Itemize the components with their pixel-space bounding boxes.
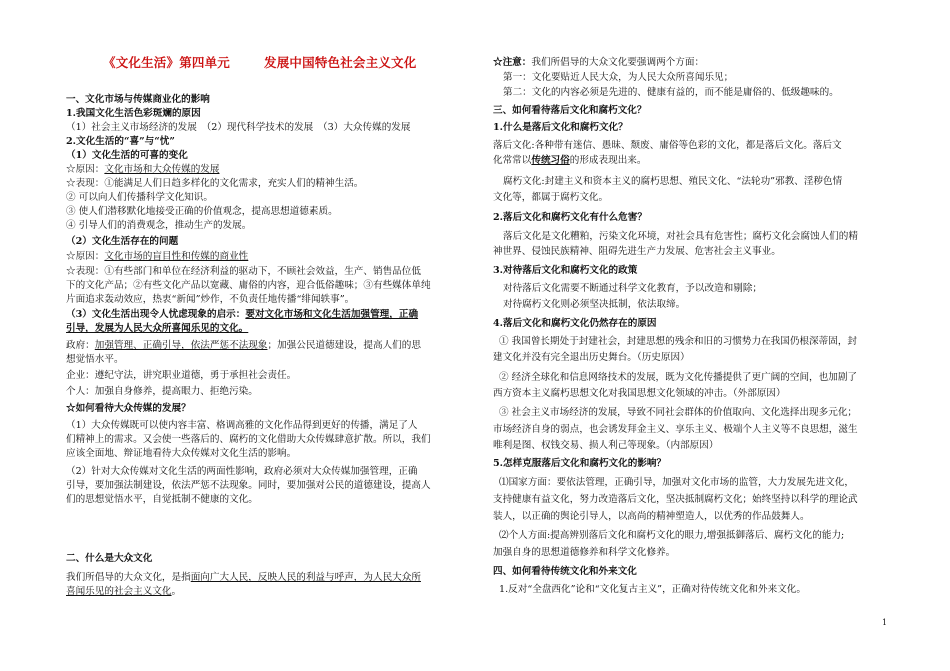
title-part1: 《文化生活》第四单元 xyxy=(103,55,231,70)
q2-line2: 神世界、侵蚀民族精神、阻碍先进生产力发展、危害社会主义事业。 xyxy=(493,246,781,257)
q1-heading: 1.什么是落后文化和腐朽文化？ xyxy=(493,122,628,133)
title-part2: 发展中国特色社会主义文化 xyxy=(264,55,417,70)
sub2-1-reason xyxy=(66,164,220,176)
reason-text: 文化市场的盲目性和传媒的商业性 xyxy=(104,251,249,262)
section2-heading: 二、什么是大众文化 xyxy=(66,553,153,564)
reason-text: 文化市场和大众传媒的发展 xyxy=(104,164,220,175)
sub2-1-perf4: ④ 引导人们的消费观念，推动生产的发展。 xyxy=(66,220,252,231)
view2-line3: 们的思想觉悟水平，自觉抵制不健康的文化。 xyxy=(66,494,258,505)
q1-line1: 落后文化:各种带有迷信、愚昧、颓废、庸俗等色彩的文化，都是落后文化。落后文 xyxy=(493,140,842,151)
section4-heading: 四、如何看待传统文化和外来文化 xyxy=(493,566,637,577)
q3-line1: 对待落后文化需要不断通过科学文化教育，予以改造和剔除； xyxy=(503,283,763,294)
reason-prefix: ☆原因： xyxy=(66,164,105,175)
page-title xyxy=(103,53,433,71)
sub2-2-reason xyxy=(66,251,248,263)
q1-traditional-customs: 传统习俗 xyxy=(531,155,570,166)
view2-line2: 引导，要加强法制建设，依法严惩不法现象。同时，要加强对公民的道德建设，提高人 xyxy=(66,480,431,491)
gov-rest: ；加强公民道德建设，提高人们的思 xyxy=(267,340,421,351)
view-heading: ☆如何看待大众传媒的发展？ xyxy=(66,403,191,414)
section2-line1 xyxy=(66,572,421,584)
sub2-3-line1 xyxy=(66,309,418,321)
note-point2: 第二：文化的内容必须是先进的、健康有益的，而不能是庸俗的、低级趣味的。 xyxy=(503,87,839,98)
mass-culture-definition: 面向广大人民，反映人民的利益与呼声，为人民大众所 xyxy=(190,572,421,583)
q2-heading: 2.落后文化和腐朽文化有什么危害？ xyxy=(493,212,647,223)
individual-line: 个人：加强自身修养，提高眼力、拒绝污染。 xyxy=(66,386,258,397)
mass-culture-definition-end: 喜闻乐见的社会主义文化 xyxy=(66,586,172,597)
sub2-1-heading: （1）文化生活的可喜的变化 xyxy=(66,150,188,161)
q4-line3: ② 经济全球化和信息网络技术的发展，既为文化传播提供了更广阔的空间，也加剧了 xyxy=(499,372,858,383)
q4-line1: ① 我国曾长期处于封建社会，封建思想的残余和旧的习惯势力在我国仍根深蒂固，封 xyxy=(499,336,858,347)
q1-line3: 腐朽文化:封建主义和资本主义的腐朽思想、殖民文化、“法轮功”邪教、淫秽色情 xyxy=(503,176,843,187)
sub2-1-perf2: ② 可以向人们传播科学文化知识。 xyxy=(66,192,213,203)
q4-line2: 建文化并没有完全退出历史舞台。（历史原因） xyxy=(493,352,690,363)
section4-line1: 1.反对“全盘西化”论和“文化复古主义”，正确对待传统文化和外来文化。 xyxy=(499,584,806,595)
enlightenment-text: 要对文化市场和文化生活加强管理，正确 xyxy=(245,309,419,320)
section3-heading: 三、如何看待落后文化和腐朽文化？ xyxy=(493,105,647,116)
sub2-2-heading: （2）文化生活存在的问题 xyxy=(66,236,179,247)
q5-line2: 支持健康有益文化，努力改造落后文化，坚决抵制腐朽文化；始终坚持以科学的理论武 xyxy=(493,494,858,505)
gov-line1 xyxy=(66,340,421,352)
q4-line7: 唯利是图、权钱交易、损人利己等现象。（内部原因） xyxy=(493,440,719,451)
enlightenment-prefix: （3）文化生活出现令人忧虑现象的启示： xyxy=(66,309,246,320)
sub1-heading: 1.我国文化生活色彩斑斓的原因 xyxy=(66,108,201,119)
q3-heading: 3.对待落后文化和腐朽文化的政策 xyxy=(493,265,638,276)
sub1-reasons: （1）社会主义市场经济的发展 （2）现代科学技术的发展 （3）大众传媒的发展 xyxy=(66,122,411,133)
view1-line1: （1）大众传媒既可以使内容丰富、格调高雅的文化作品得到更好的传播，满足了人 xyxy=(66,420,418,431)
q4-heading: 4.落后文化和腐朽文化仍然存在的原因 xyxy=(493,318,657,329)
view1-line3: 应该全面地、辩证地看待大众传媒对文化生活的影响。 xyxy=(66,448,297,459)
q2-line1: 落后文化是文化糟粕，污染文化环境，对社会具有危害性；腐朽文化会腐蚀人们的精 xyxy=(503,231,858,242)
q1-line2 xyxy=(493,155,647,167)
q5-heading: 5.怎样克服落后文化和腐朽文化的影响？ xyxy=(493,458,667,469)
q4-line6: 市场经济自身的弱点，也会诱发拜金主义、享乐主义、极端个人主义等不良思想，滋生 xyxy=(493,424,858,435)
q5-line1: ⑴国家方面：要依法管理，正确引导，加强对文化市场的监管，大力发展先进文化， xyxy=(499,477,854,488)
q1-line4: 文化等，都属于腐朽文化。 xyxy=(493,192,609,203)
gov-prefix: 政府： xyxy=(66,340,95,351)
sub2-2-perf3: 片面追求轰动效应，热衷“新闻”炒作，不负责任地传播“绯闻轶事”。 xyxy=(66,294,355,305)
mass-culture-prefix: 我们所倡导的大众文化，是指 xyxy=(66,572,191,583)
q1-rest: 的形成表现出来。 xyxy=(569,155,647,166)
sub2-3-line2: 引导，发展为人民大众所喜闻乐见的文化。 xyxy=(66,323,249,334)
view2-line1: （2）针对大众传媒对文化生活的两面性影响，政府必须对大众传媒加强管理，正确 xyxy=(66,466,418,477)
note-heading: ☆注意： xyxy=(493,57,532,68)
period: 。 xyxy=(171,586,182,597)
q5-line4: ⑵个人方面:提高辨别落后文化和腐朽文化的眼力,增强抵御落后、腐朽文化的能力; xyxy=(499,530,845,541)
note-line xyxy=(493,57,704,69)
gov-line2: 想觉悟水平。 xyxy=(66,354,124,365)
page-number: 1 xyxy=(882,618,888,627)
gov-underlined: 加强管理、正确引导，依法严惩不法现象 xyxy=(94,340,268,351)
sub2-1-perf3: ③ 使人们潜移默化地接受正确的价值观念，提高思想道德素质。 xyxy=(66,206,338,217)
note-point1: 第一：文化要贴近人民大众，为人民大众所喜闻乐见； xyxy=(503,72,734,83)
enterprise-line: 企业：遵纪守法，讲究职业道德，勇于承担社会责任。 xyxy=(66,370,297,381)
sub2-2-perf1: ☆表现：①有些部门和单位在经济利益的驱动下，不顾社会效益，生产、销售品位低 xyxy=(66,266,421,277)
section1-heading: 一、文化市场与传媒商业化的影响 xyxy=(66,94,210,105)
q5-line3: 装人，以正确的舆论引导人，以高尚的精神塑造人，以优秀的作品鼓舞人。 xyxy=(493,511,810,522)
section2-line2 xyxy=(66,586,181,598)
q3-line2: 对待腐朽文化则必须坚决抵制，依法取缔。 xyxy=(503,299,686,310)
sub2-heading: 2.文化生活的“喜”与“忧” xyxy=(66,136,175,147)
view1-line2: 们精神上的需求。又会使一些落后的、腐朽的文化借助大众传媒肆意扩散。所以，我们 xyxy=(66,434,431,445)
q5-line5: 加强自身的思想道德修养和科学文化修养。 xyxy=(493,547,676,558)
q4-line5: ③ 社会主义市场经济的发展，导致不同社会群体的价值取向、文化选择出现多元化； xyxy=(499,407,858,418)
q1-prefix: 化常常以 xyxy=(493,155,532,166)
sub2-1-perf1: ☆表现：①能满足人们日趋多样化的文化需求，充实人们的精神生活。 xyxy=(66,178,364,189)
sub2-2-perf2: 下的文化产品；②有些文化产品以宽藏、庸俗的内容，迎合低俗趣味；③有些媒体单纯 xyxy=(66,280,431,291)
note-text: 我们所倡导的大众文化要强调两个方面： xyxy=(531,57,705,68)
reason-prefix: ☆原因： xyxy=(66,251,105,262)
q4-line4: 西方资本主义腐朽思想文化对我国思想文化领域的冲击。（外部原因） xyxy=(493,388,786,399)
